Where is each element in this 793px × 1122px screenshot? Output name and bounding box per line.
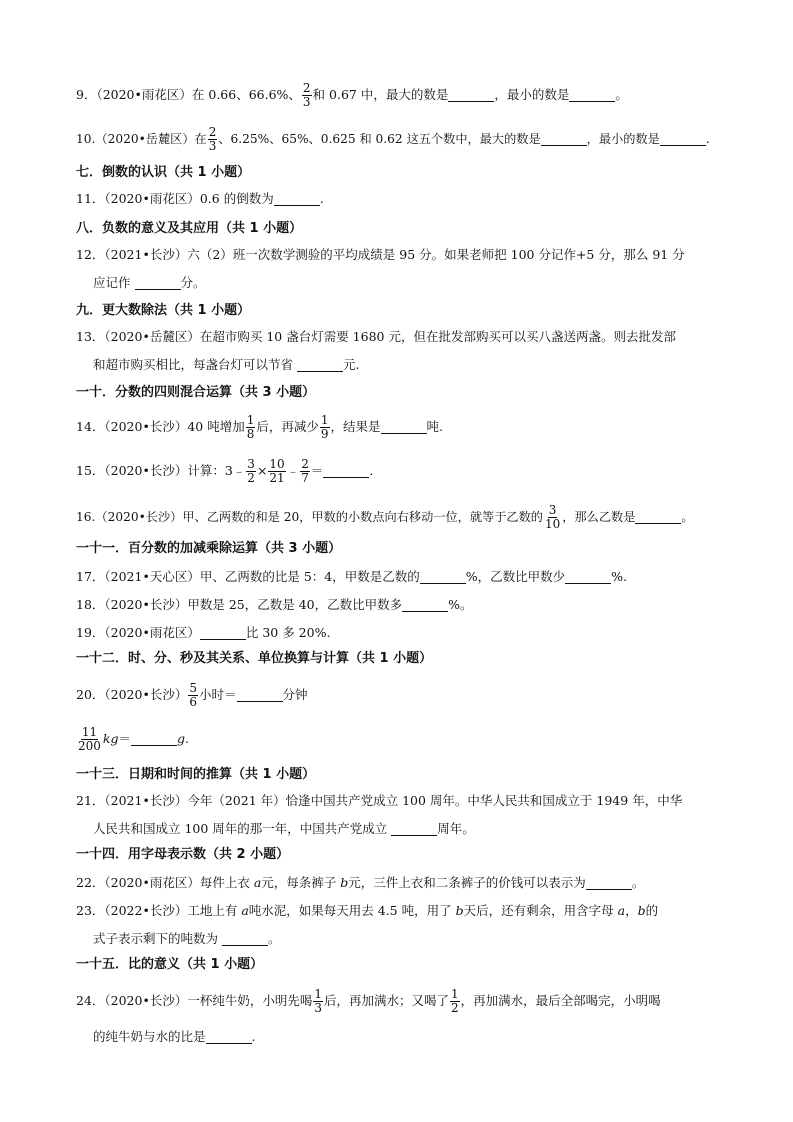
answer-blank[interactable] bbox=[135, 275, 181, 290]
question-21-cont: 人民共和国成立 100 周年的那一年，中国共产党成立 周年。 bbox=[93, 821, 475, 836]
fraction: $\frac{2}{3}$ bbox=[208, 125, 217, 153]
question-10: 10.（2020•岳麓区）在 $\frac{2}{3}$ 、6.25%、65%、0.625 和 0.62 这五个数中，最大的数是 ，最小的数是 . bbox=[76, 125, 710, 153]
question-20-cont: $\frac{11}{200}$ kg＝ g. bbox=[78, 725, 189, 753]
section-heading: 一十二．时、分、秒及其关系、单位换算与计算（共 1 小题） bbox=[76, 651, 433, 666]
fraction: $\frac{1}{9}$ bbox=[320, 413, 329, 441]
fraction: $\frac{1}{2}$ bbox=[451, 987, 459, 1015]
section-heading: 一十五．比的意义（共 1 小题） bbox=[76, 957, 264, 972]
section-heading: 一十一．百分数的加减乘除运算（共 3 小题） bbox=[76, 541, 342, 556]
answer-blank[interactable] bbox=[586, 875, 632, 890]
question-20: 20．（2020•长沙） $\frac{5}{6}$ 小时＝ 分钟 bbox=[76, 681, 308, 709]
answer-blank[interactable] bbox=[323, 463, 369, 478]
question-23: 23．（2022•长沙）工地上有 a吨水泥，如果每天用去 4.5 吨，用了 b天后，还有剩余，用含字母 a，b的 bbox=[76, 903, 659, 918]
fraction: $\frac{1}{8}$ bbox=[246, 413, 255, 441]
answer-blank[interactable] bbox=[565, 569, 611, 584]
question-11: 11．（2020•雨花区）0.6 的倒数为 . bbox=[76, 191, 324, 206]
question-23-cont: 式子表示剩下的吨数为 。 bbox=[93, 931, 281, 946]
answer-blank[interactable] bbox=[541, 131, 587, 146]
fraction: $\frac{10}{21}$ bbox=[269, 457, 285, 485]
section-heading: 七．倒数的认识（共 1 小题） bbox=[76, 165, 251, 180]
fraction: $\frac{11}{200}$ bbox=[78, 725, 101, 753]
question-24: 24．（2020•长沙）一杯纯牛奶，小明先喝 $\frac{1}{3}$ 后，再加满水；又喝了 $\frac{1}{2}$ ，再加满水，最后全部喝完，小明喝 bbox=[76, 987, 661, 1015]
question-13: 13．（2020•岳麓区）在超市购买 10 盏台灯需要 1680 元，但在批发部购买可以买八盏送两盏。则去批发部 bbox=[76, 329, 676, 344]
section-heading: 一十四．用字母表示数（共 2 小题） bbox=[76, 847, 290, 862]
answer-blank[interactable] bbox=[222, 931, 268, 946]
answer-blank[interactable] bbox=[402, 597, 448, 612]
answer-blank[interactable] bbox=[200, 625, 246, 640]
answer-blank[interactable] bbox=[297, 357, 343, 372]
question-22: 22．（2020•雨花区）每件上衣 a元，每条裤子 b元，三件上衣和二条裤子的价钱可以表示为 。 bbox=[76, 875, 645, 890]
section-heading: 一十三．日期和时间的推算（共 1 小题） bbox=[76, 767, 316, 782]
question-13-cont: 和超市购买相比，每盏台灯可以节省 元. bbox=[93, 357, 360, 372]
fraction: $\frac{3}{2}$ bbox=[247, 457, 255, 485]
answer-blank[interactable] bbox=[206, 1029, 252, 1044]
fraction: $\frac{3}{10}$ bbox=[544, 503, 561, 531]
question-15: 15．（2020•长沙）计算：3﹣ $\frac{3}{2}$ × $\frac{10}{21}$ ﹣ $\frac{2}{7}$ ＝ . bbox=[76, 457, 374, 485]
answer-blank[interactable] bbox=[660, 131, 706, 146]
question-12-cont: 应记作 分。 bbox=[93, 275, 206, 290]
question-17: 17．（2021•天心区）甲、乙两数的比是 5：4，甲数是乙数的 %，乙数比甲数少 %. bbox=[76, 569, 627, 584]
answer-blank[interactable] bbox=[131, 731, 177, 746]
section-heading: 九．更大数除法（共 1 小题） bbox=[76, 303, 251, 318]
fraction: $\frac{2}{3}$ bbox=[302, 81, 311, 109]
fraction: $\frac{5}{6}$ bbox=[189, 681, 197, 709]
question-12: 12．（2021•长沙）六（2）班一次数学测验的平均成绩是 95 分。如果老师把 100 分记作+5 分，那么 91 分 bbox=[76, 247, 685, 262]
answer-blank[interactable] bbox=[274, 191, 320, 206]
question-18: 18．（2020•长沙）甲数是 25，乙数是 40，乙数比甲数多 %。 bbox=[76, 597, 473, 612]
answer-blank[interactable] bbox=[237, 687, 283, 702]
section-heading: 八．负数的意义及其应用（共 1 小题） bbox=[76, 221, 303, 236]
answer-blank[interactable] bbox=[569, 87, 615, 102]
answer-blank[interactable] bbox=[381, 419, 427, 434]
answer-blank[interactable] bbox=[448, 87, 494, 102]
section-heading: 一十．分数的四则混合运算（共 3 小题） bbox=[76, 385, 316, 400]
fraction: $\frac{1}{3}$ bbox=[314, 987, 322, 1015]
question-19: 19．（2020•雨花区） 比 30 多 20%. bbox=[76, 625, 331, 640]
fraction: $\frac{2}{7}$ bbox=[301, 457, 309, 485]
question-21: 21．（2021•长沙）今年（2021 年）恰逢中国共产党成立 100 周年。中华人民共和国成立于 1949 年，中华 bbox=[76, 793, 683, 808]
answer-blank[interactable] bbox=[391, 821, 437, 836]
question-9: 9．（2020•雨花区）在 0.66、66.6%、 $\frac{2}{3}$ 和 0.67 中，最大的数是 ，最小的数是 。 bbox=[76, 81, 628, 109]
answer-blank[interactable] bbox=[420, 569, 466, 584]
question-14: 14．（2020•长沙）40 吨增加 $\frac{1}{8}$ 后，再减少 $\frac{1}{9}$ ，结果是 吨. bbox=[76, 413, 444, 441]
question-16: 16.（2020•长沙）甲、乙两数的和是 20，甲数的小数点向右移动一位，就等于乙数的 $\frac{3}{10}$ ，那么乙数是 。 bbox=[76, 503, 694, 531]
question-24-cont: 的纯牛奶与水的比是 . bbox=[93, 1029, 256, 1044]
answer-blank[interactable] bbox=[635, 509, 681, 524]
